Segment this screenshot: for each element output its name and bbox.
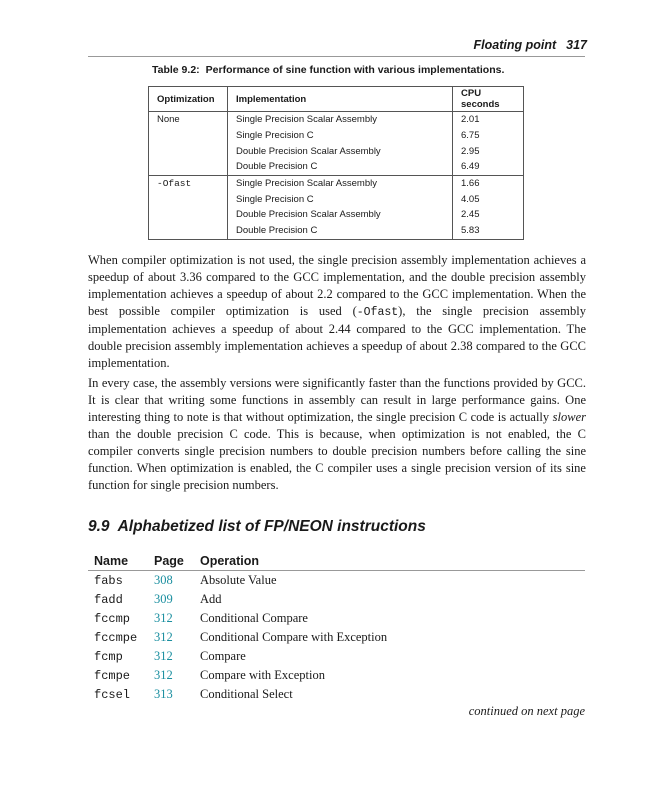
section-title: Alphabetized list of FP/NEON instructions bbox=[117, 518, 426, 535]
instruction-name: fadd bbox=[94, 592, 123, 607]
cell-optimization bbox=[149, 191, 228, 207]
cell-implementation: Double Precision Scalar Assembly bbox=[228, 143, 453, 159]
paragraph-text: than the double precision C code. This is because, when optimization is not enabled, the C compiler converts single precision numbers to double precision numbers before calling the sine function. When optimization is enabled, the C compiler uses a single precision version of its sine function for single precision numbers. bbox=[88, 427, 586, 492]
col-header-optimization: Optimization bbox=[149, 87, 228, 112]
instruction-name: fcsel bbox=[94, 687, 131, 702]
paragraph-text: In every case, the assembly versions were significantly faster than the functions provided by GCC. It is clear that writing some functions in assembly can result in large performance gains. One interesting thing to note is that without optimization, the single precision C code is actually bbox=[88, 376, 586, 424]
paragraph-text: When compiler optimization is not used, the single precision assembly implementation achieves a speedup of about 3.36 compared to the GCC implementation, and the double precision assembly implementation achieves a speedup of about 2.2 compared to the GCC implementation. When the best possible compiler optimization is used ( bbox=[88, 253, 586, 318]
table-row bbox=[88, 666, 585, 685]
cell-implementation: Single Precision Scalar Assembly bbox=[228, 112, 453, 128]
page-number: 317 bbox=[566, 38, 587, 52]
col-header-operation: Operation bbox=[194, 551, 585, 571]
cell-implementation: Single Precision Scalar Assembly bbox=[228, 175, 453, 191]
inline-code: -Ofast bbox=[356, 306, 399, 319]
section-heading bbox=[88, 518, 426, 536]
cell-cpu: 4.05 bbox=[453, 191, 524, 207]
table-row bbox=[149, 223, 524, 239]
page-link[interactable]: 309 bbox=[154, 592, 173, 606]
instruction-operation: Compare with Exception bbox=[200, 668, 325, 682]
cell-optimization bbox=[149, 143, 228, 159]
page-link[interactable]: 312 bbox=[154, 649, 173, 663]
cell-optimization: -Ofast bbox=[149, 175, 228, 191]
body-paragraph-2 bbox=[88, 375, 586, 494]
instruction-operation: Conditional Compare with Exception bbox=[200, 630, 388, 644]
instruction-operation: Conditional Select bbox=[200, 687, 293, 701]
cell-cpu: 2.95 bbox=[453, 143, 524, 159]
table-row bbox=[88, 647, 585, 666]
cell-implementation: Single Precision C bbox=[228, 191, 453, 207]
cell-optimization bbox=[149, 128, 228, 144]
cell-implementation: Single Precision C bbox=[228, 128, 453, 144]
cell-cpu: 6.75 bbox=[453, 128, 524, 144]
page-link[interactable]: 312 bbox=[154, 611, 173, 625]
instruction-list-table bbox=[88, 551, 585, 704]
cell-implementation: Double Precision Scalar Assembly bbox=[228, 207, 453, 223]
performance-table bbox=[148, 86, 524, 240]
table-caption-text: Performance of sine function with various implementations. bbox=[205, 64, 505, 76]
col-header-cpu: CPU seconds bbox=[453, 87, 524, 112]
table-row bbox=[149, 128, 524, 144]
cell-implementation: Double Precision C bbox=[228, 159, 453, 175]
col-header-page: Page bbox=[148, 551, 194, 571]
cell-cpu: 2.01 bbox=[453, 112, 524, 128]
table-row bbox=[149, 207, 524, 223]
table-row bbox=[88, 609, 585, 628]
instruction-operation: Conditional Compare bbox=[200, 611, 308, 625]
table-row bbox=[149, 191, 524, 207]
table-row bbox=[88, 685, 585, 704]
table-row bbox=[88, 628, 585, 647]
table-row bbox=[88, 571, 585, 591]
instruction-operation: Add bbox=[200, 592, 222, 606]
paragraph-text: ), the single precision assembly implementation achieves a speedup of about 2.44 compared to the GCC implementation. The double precision assembly implementation achieves a speedup of about 2.38 compared to the GCC implementation. bbox=[88, 304, 586, 370]
table-label: Table 9.2: bbox=[152, 64, 200, 76]
instruction-name: fcmpe bbox=[94, 668, 131, 683]
table-row bbox=[149, 112, 524, 128]
body-paragraph-1 bbox=[88, 252, 586, 372]
continued-note: continued on next page bbox=[468, 704, 585, 718]
header-rule bbox=[88, 56, 585, 57]
page-link[interactable]: 313 bbox=[154, 687, 173, 701]
running-head bbox=[474, 38, 587, 52]
cell-optimization bbox=[149, 159, 228, 175]
table-row bbox=[149, 175, 524, 191]
col-header-implementation: Implementation bbox=[228, 87, 453, 112]
cell-cpu: 6.49 bbox=[453, 159, 524, 175]
table-row bbox=[88, 590, 585, 609]
cell-optimization bbox=[149, 207, 228, 223]
instruction-name: fcmp bbox=[94, 649, 123, 664]
cell-optimization bbox=[149, 223, 228, 239]
running-head-title: Floating point bbox=[473, 38, 557, 52]
cell-cpu: 5.83 bbox=[453, 223, 524, 239]
table-row bbox=[149, 159, 524, 175]
page-link[interactable]: 312 bbox=[154, 668, 173, 682]
instruction-operation: Absolute Value bbox=[200, 573, 277, 587]
table-row bbox=[149, 143, 524, 159]
instruction-name: fccmpe bbox=[94, 630, 138, 645]
cell-cpu: 1.66 bbox=[453, 175, 524, 191]
cell-optimization: None bbox=[149, 112, 228, 128]
cell-cpu: 2.45 bbox=[453, 207, 524, 223]
instruction-operation: Compare bbox=[200, 649, 246, 663]
cell-implementation: Double Precision C bbox=[228, 223, 453, 239]
instruction-name: fccmp bbox=[94, 611, 131, 626]
col-header-name: Name bbox=[88, 551, 148, 571]
section-number: 9.9 bbox=[88, 518, 110, 535]
page-link[interactable]: 308 bbox=[154, 573, 173, 587]
table-caption bbox=[152, 64, 504, 76]
instruction-name: fabs bbox=[94, 573, 123, 588]
emphasis: slower bbox=[552, 410, 586, 424]
page-link[interactable]: 312 bbox=[154, 630, 173, 644]
